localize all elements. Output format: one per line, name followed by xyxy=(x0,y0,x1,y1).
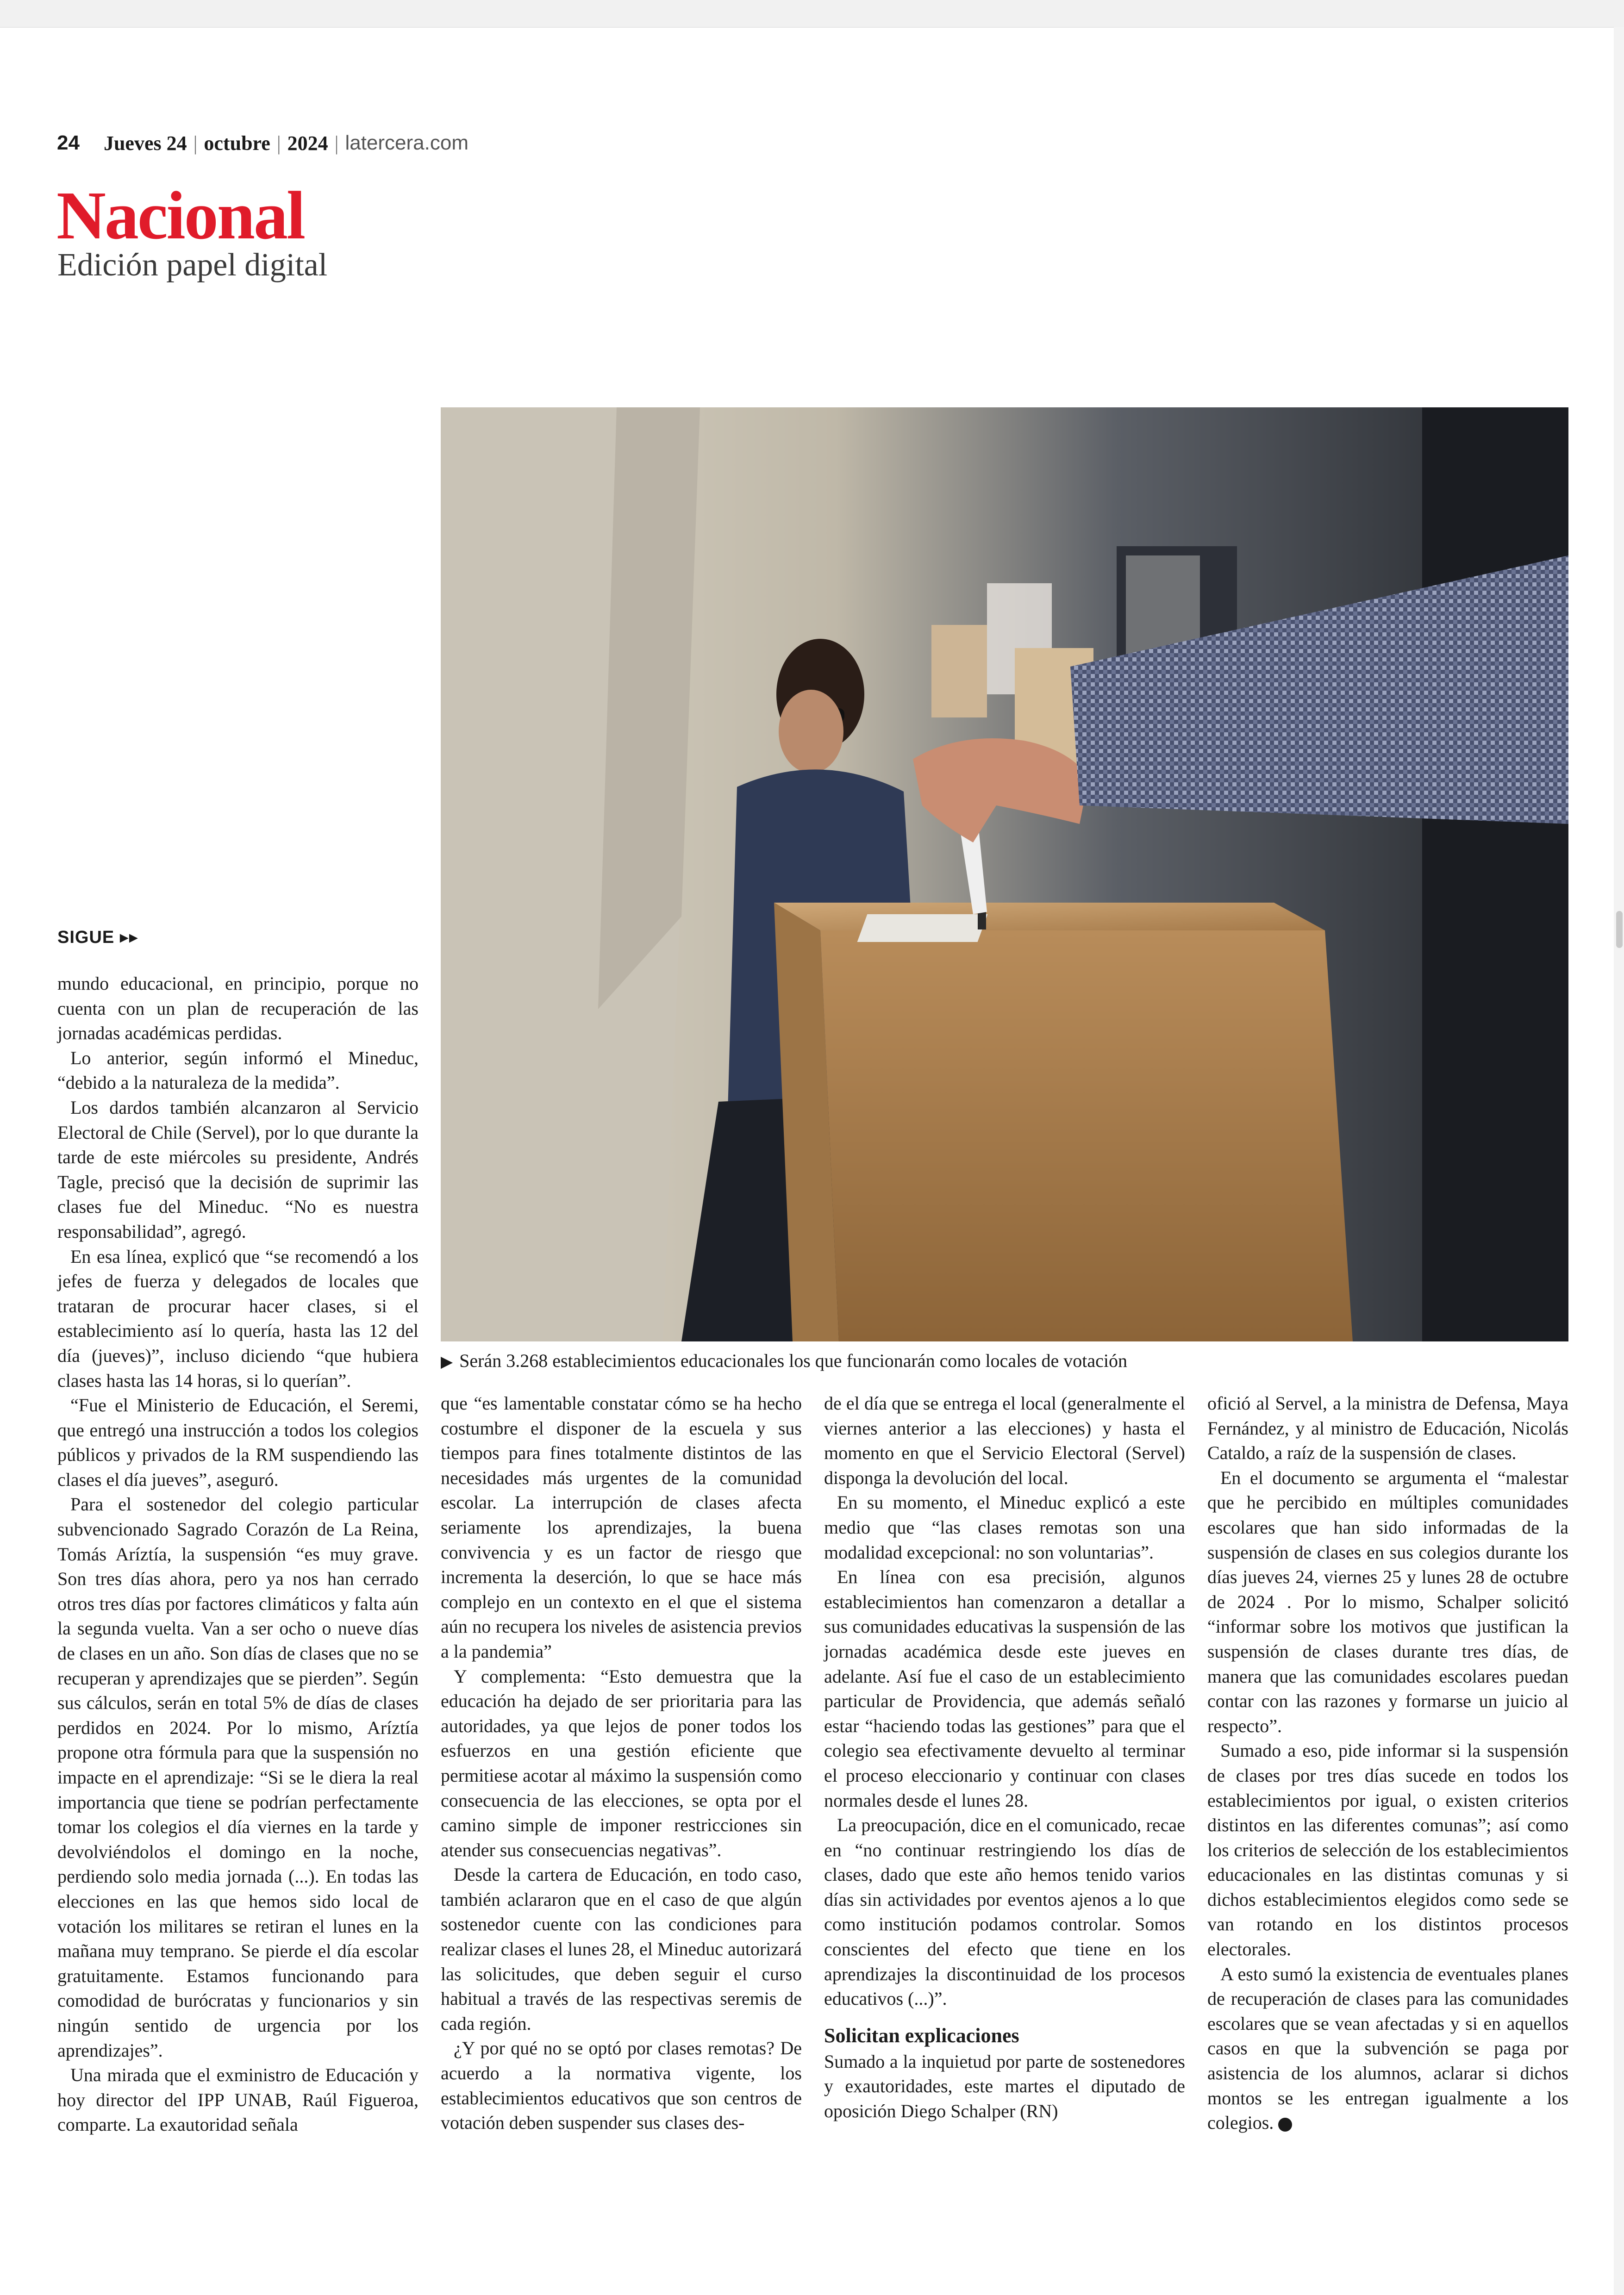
section-title: Nacional xyxy=(56,178,305,254)
article-column-2 xyxy=(441,1391,802,2135)
paragraph: En esa línea, explicó que “se recomendó a los jefes de fuerza y delegados de locales que trataran de procurar hacer clases, si el establecimiento así lo quería, hasta las 12 del día (jueves)”, incluso diciendo “que hubiera clases hasta las 14 horas, si lo querían”. xyxy=(57,1246,418,1391)
paragraph: de el día que se entrega el local (generalmente el viernes anterior a las elecciones) y hasta el momento en que el Servicio Electoral (Servel) disponga la devolución del local. xyxy=(824,1393,1185,1488)
photo-caption: ▶ Serán 3.268 establecimientos educacionales los que funcionarán como locales de votación xyxy=(441,1350,1127,1371)
paragraph: En su momento, el Mineduc explicó a este medio que “las clases remotas son una modalidad excepcional: no son voluntarias”. xyxy=(824,1492,1185,1563)
caption-arrow-icon: ▶ xyxy=(441,1353,453,1371)
viewer-scrollbar[interactable] xyxy=(1614,27,1624,2295)
date-day: Jueves 24 xyxy=(103,131,187,155)
paragraph: ¿Y por qué no se optó por clases remotas? De acuerdo a la normativa vigente, los establecimientos educativos que son centros de votación deben suspender sus clases des- xyxy=(441,2038,802,2133)
voting-photo xyxy=(441,407,1568,1341)
paragraph-last: A esto sumó la existencia de eventuales planes de recuperación de clases para las comunidades escolares que se vean afectadas y si en aquellos casos en que la subvención se paga por asistencia de los alumnos, aclarar si dichos montos se les entregan igualmente a los colegios. xyxy=(1207,1963,1568,2133)
scrollbar-thumb[interactable] xyxy=(1616,911,1623,948)
paragraph: Sumado a eso, pide informar si la suspensión de clases por tres días sucede en todos los establecimientos por igual, o existen criterios distintos en las diferentes comunas”; así como los criterios de selección de los establecimientos educacionales en las distintas comunas y si dichos establecimientos elegidos como sede se van rotando en los distintos procesos electorales. xyxy=(1207,1740,1568,1960)
date-year: 2024 xyxy=(287,131,328,155)
viewer-top-bar xyxy=(0,0,1624,28)
article-column-1 xyxy=(57,971,418,2137)
site-name: latercera.com xyxy=(345,131,468,154)
paragraph: Desde la cartera de Educación, en todo caso, también aclararon que en el caso de que algún sostenedor cuente con las condiciones para realizar clases el lunes 28, el Mineduc autorizará las solicitudes, que deben seguir el curso habitual a través de las respectivas seremis de cada región. xyxy=(441,1864,802,2034)
article-column-3 xyxy=(824,1391,1185,2124)
article-column-4 xyxy=(1207,1391,1568,2135)
paragraph: Una mirada que el exministro de Educación y hoy director del IPP UNAB, Raúl Figueroa, comparte. La exautoridad señala xyxy=(57,2064,418,2135)
continued-marker: SIGUE ▸▸ xyxy=(57,928,138,947)
page-number: 24 xyxy=(57,131,80,154)
page-header: 24 Jueves 24 | octubre | 2024 | latercera.com xyxy=(57,131,468,155)
paragraph: Y complementa: “Esto demuestra que la educación ha dejado de ser prioritaria para las autoridades, ya que lejos de poner todos los esfuerzos en una gestión eficiente que permitiese acotar al máximo la suspensión como consecuencia de las elecciones, se opta por el camino simple de imponer restricciones sin atender sus consecuencias negativas”. xyxy=(441,1665,802,1860)
paragraph: La preocupación, dice en el comunicado, recae en “no continuar restringiendo los días de clases, dado que este año hemos tenido varios días sin actividades por eventos ajenos a lo que como institución podamos controlar. Somos conscientes del efecto que tiene en los aprendizajes la discontinuidad de los procesos educativos (...)”. xyxy=(824,1815,1185,2009)
paragraph: En línea con esa precisión, algunos establecimientos han comenzaron a detallar a sus comunidades educativas la suspensión de las jornadas académica desde este jueves en adelante. Así fue el caso de un establecimiento particular de Providencia, que además señaló estar “haciendo todas las gestiones” para que el colegio sea efectivamente devuelto al terminar el proceso eleccionario y continuar con clases normales desde el lunes 28. xyxy=(824,1566,1185,1811)
paragraph: Los dardos también alcanzaron al Servicio Electoral de Chile (Servel), por lo que durante la tarde de este miércoles su presidente, Andrés Tagle, precisó que la decisión de suprimir las clases fue del Mineduc. “No es nuestra responsabilidad”, agregó. xyxy=(57,1097,418,1242)
paragraph: En el documento se argumenta el “malestar que he percibido en múltiples comunidades escolares que han sido informadas de la suspensión de clases en sus colegios durante los días jueves 24, viernes 25 y lunes 28 de octubre de 2024 . Por lo mismo, Schalper solicitó “informar sobre los motivos que justifican la suspensión de clases durante tres días, de manera que las comunidades escolares puedan contar con las razones y formarse un juicio al respecto”. xyxy=(1207,1467,1568,1736)
paragraph: Lo anterior, según informó el Mineduc, “debido a la naturaleza de la medida”. xyxy=(57,1047,418,1093)
paragraph: Para el sostenedor del colegio particular subvencionado Sagrado Corazón de La Reina, Tomás Aríztía, la suspensión “es muy grave. Son tres días ahora, pero ya nos han cerrado otros tres días por factores climáticos y falta aún la segunda vuelta. Van a ser ocho o nueve días de clases en un año. Son días de clases que no se recuperan y aprendizajes que se pierden”. Según sus cálculos, serán en total 5% de días de clases perdidos en 2024. Por lo mismo, Aríztía propone otra fórmula para que la suspensión no impacte en el aprendizaje: “Si se le diera la real importancia que tiene se podrían perfectamente tomar los colegios el día viernes en la tarde y devolviéndolos el domingo en la noche, perdiendo solo media jornada (...). En todas las elecciones en las que hemos sido local de votación los militares se retiran el lunes en la mañana muy temprano. Se pierde el día escolar gratuitamente. Estamos funcionando para comodidad de burócratas y funcionarios y sin ningún sentido de urgencia por los aprendizajes”. xyxy=(57,1494,418,2061)
edition-subtitle: Edición papel digital xyxy=(57,247,328,283)
end-of-article-icon xyxy=(1278,2118,1292,2132)
date-month: octubre xyxy=(204,131,270,155)
paragraph: ofició al Servel, a la ministra de Defensa, Maya Fernández, y al ministro de Educación, Nicolás Cataldo, a raíz de la suspensión de clases. xyxy=(1207,1393,1568,1464)
paragraph: mundo educacional, en principio, porque no cuenta con un plan de recuperación de las jornadas académicas perdidas. xyxy=(57,973,418,1044)
paragraph: “Fue el Ministerio de Educación, el Seremi, que entregó una instrucción a todos los colegios públicos y privados de la RM suspendiendo las clases el día jueves”, aseguró. xyxy=(57,1395,418,1490)
paragraph: Sumado a la inquietud por parte de sostenedores y exautoridades, este martes el diputado de oposición Diego Schalper (RN) xyxy=(824,2051,1185,2122)
paragraph: que “es lamentable constatar cómo se ha hecho costumbre el disponer de la escuela y sus tiempos para fines totalmente distintos de las necesidades más urgentes de la comunidad escolar. La interrupción de clases afecta seriamente los aprendizajes, la buena convivencia y es un factor de riesgo que incrementa la deserción, lo que se hace más complejo en un contexto en el que el sistema aún no recupera los niveles de asistencia previos a la pandemia” xyxy=(441,1393,802,1662)
subheading: Solicitan explicaciones xyxy=(824,2024,1019,2047)
